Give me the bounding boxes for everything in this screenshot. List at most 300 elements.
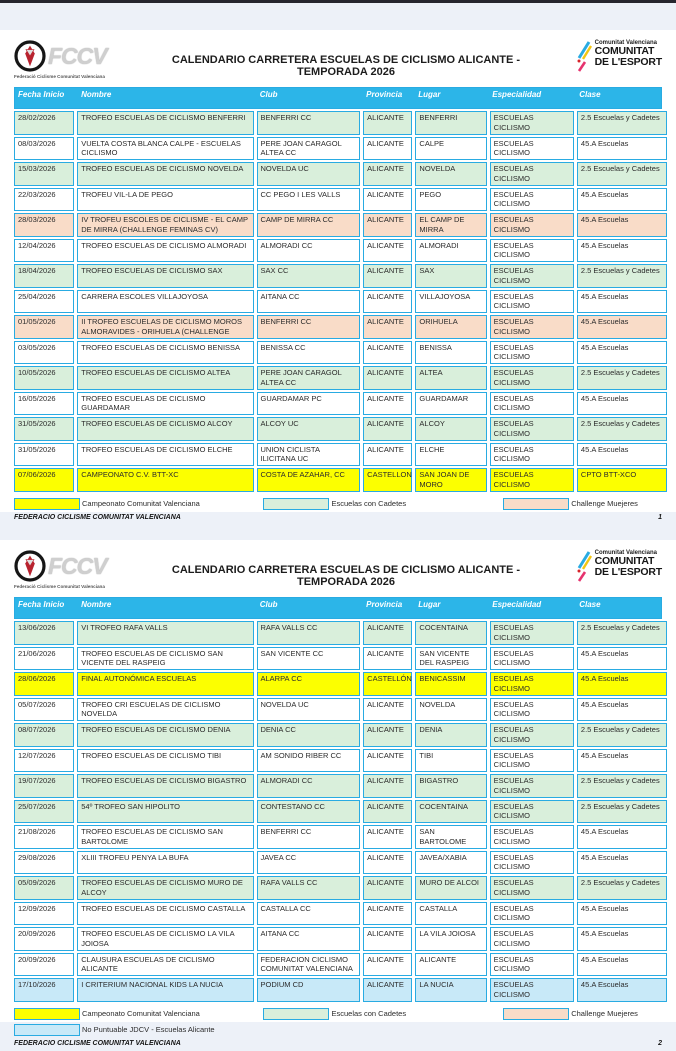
table-cell-clase: 45.A Escuelas [577,137,667,161]
table-row [14,902,662,926]
table-cell-nombre: TROFEO ESCUELAS DE CICLISMO GUARDAMAR [77,392,253,416]
footer-text: FEDERACIO CICLISME COMUNITAT VALENCIANA [14,1039,181,1047]
table-cell-provincia: ALICANTE [363,978,412,1002]
table-cell-nombre: TROFEO ESCUELAS DE CICLISMO ELCHE [77,443,253,467]
table-cell-provincia: CASTELLÓN [363,672,412,696]
table-row [14,953,662,977]
table-cell-especialidad: ESCUELAS CICLISMO [490,749,574,773]
table-cell-club: AM SONIDO RIBER CC [257,749,361,773]
calendar-table [14,597,662,1002]
document-title: CALENDARIO CARRETERA ESCUELAS DE CICLISMO ALICANTE - TEMPORADA 2026 [171,564,521,588]
table-cell-lugar: GUARDAMAR [415,392,486,416]
table-row [14,800,662,824]
table-cell-clase: 45.A Escuelas [577,290,667,314]
table-cell-nombre: TROFEO ESCUELAS DE CICLISMO ALMORADI [77,239,253,263]
table-cell-lugar: COCENTAINA [415,621,486,645]
table-cell-clase: 45.A Escuelas [577,902,667,926]
table-row [14,417,662,441]
table-cell-especialidad: ESCUELAS CICLISMO [490,341,574,365]
table-row [14,978,662,1002]
table-header-row [14,597,662,619]
table-row [14,723,662,747]
table-cell-especialidad: ESCUELAS CICLISMO [490,774,574,798]
table-cell-provincia: ALICANTE [363,621,412,645]
table-cell-fecha-inicio: 31/05/2026 [14,443,74,467]
table-header-row [14,87,662,109]
legend-swatch-green [263,498,329,510]
table-cell-especialidad: ESCUELAS CICLISMO [490,213,574,237]
table-row [14,621,662,645]
legend-label: Campeonato Comunitat Valenciana [82,499,200,508]
table-cell-nombre: CARRERA ESCOLES VILLAJOYOSA [77,290,253,314]
table-cell-clase: 45.A Escuelas [577,825,667,849]
legend-label: Campeonato Comunitat Valenciana [82,1009,200,1018]
table-cell-nombre: TROFEO ESCUELAS DE CICLISMO BIGASTRO [77,774,253,798]
comunitat-valenciana-label: Comunitat Valenciana [594,40,657,46]
legend-label: No Puntuable JDCV - Escuelas Alicante [82,1025,215,1034]
table-cell-nombre: TROFEO ESCUELAS DE CICLISMO DENIA [77,723,253,747]
table-cell-lugar: BIGASTRO [415,774,486,798]
table-cell-club: ALARPA CC [257,672,361,696]
fccv-acronym: FCCV [48,552,107,579]
table-cell-club: AITANA CC [257,290,361,314]
table-cell-club: DENIA CC [257,723,361,747]
table-cell-clase: 45.A Escuelas [577,392,667,416]
table-cell-provincia: ALICANTE [363,341,412,365]
legend-item [14,1024,263,1036]
table-cell-nombre: TROFEO ESCUELAS DE CICLISMO TIBI [77,749,253,773]
table-cell-provincia: ALICANTE [363,315,412,339]
table-cell-club: AITANA CC [257,927,361,951]
table-cell-especialidad: ESCUELAS CICLISMO [490,876,574,900]
table-cell-nombre: TROFEO ESCUELAS DE CICLISMO SAN BARTOLOME [77,825,253,849]
table-cell-fecha-inicio: 25/04/2026 [14,290,74,314]
calendar-table [14,87,662,492]
table-cell-fecha-inicio: 05/09/2026 [14,876,74,900]
table-cell-lugar: SAN BARTOLOME [415,825,486,849]
legend [14,1008,662,1040]
legend-label: Escuelas con Cadetes [331,1009,407,1018]
table-cell-especialidad: ESCUELAS CICLISMO [490,698,574,722]
table-cell-club: NOVELDA UC [257,698,361,722]
table-cell-lugar: TIBI [415,749,486,773]
table-cell-fecha-inicio: 19/07/2026 [14,774,74,798]
table-cell-fecha-inicio: 08/03/2026 [14,137,74,161]
table-cell-fecha-inicio: 07/06/2026 [14,468,74,492]
table-cell-lugar: SAN VICENTE DEL RASPEIG [415,647,486,671]
table-cell-fecha-inicio: 25/07/2026 [14,800,74,824]
table-cell-clase: 45.A Escuelas [577,927,667,951]
table-cell-club: COSTA DE AZAHAR, CC [257,468,361,492]
page-number: 2 [658,1039,662,1047]
table-cell-fecha-inicio: 28/06/2026 [14,672,74,696]
table-cell-nombre: XLIII TROFEU PENYA LA BUFA [77,851,253,875]
table-cell-nombre: TROFEO ESCUELAS DE CICLISMO BENISSA [77,341,253,365]
table-cell-lugar: ALCOY [415,417,486,441]
table-row [14,392,662,416]
table-cell-lugar: ORIHUELA [415,315,486,339]
table-cell-lugar: SAN JOAN DE MORO [415,468,486,492]
table-cell-provincia: ALICANTE [363,927,412,951]
table-cell-nombre: TROFEO ESCUELAS DE CICLISMO SAN VICENTE DEL RASPEIG [77,647,253,671]
table-cell-lugar: EL CAMP DE MIRRA [415,213,486,237]
table-cell-club: JAVEA CC [257,851,361,875]
table-cell-especialidad: ESCUELAS CICLISMO [490,366,574,390]
table-cell-fecha-inicio: 20/09/2026 [14,927,74,951]
table-row [14,341,662,365]
table-cell-provincia: ALICANTE [363,137,412,161]
table-cell-provincia: ALICANTE [363,290,412,314]
table-cell-club: PERE JOAN CARAGOL ALTEA CC [257,366,361,390]
table-cell-club: GUARDAMAR PC [257,392,361,416]
table-cell-clase: 45.A Escuelas [577,978,667,1002]
table-cell-especialidad: ESCUELAS CICLISMO [490,468,574,492]
table-cell-especialidad: ESCUELAS CICLISMO [490,264,574,288]
table-cell-club: CASTALLA CC [257,902,361,926]
legend-swatch-yellow [14,1008,80,1020]
table-cell-nombre: TROFEO CRI ESCUELAS DE CICLISMO NOVELDA [77,698,253,722]
table-cell-clase: 2.5 Escuelas y Cadetes [577,264,667,288]
table-cell-especialidad: ESCUELAS CICLISMO [490,188,574,212]
table-cell-club: BENFERRI CC [257,111,361,135]
table-cell-lugar: SAX [415,264,486,288]
legend-item [503,1008,662,1020]
table-cell-fecha-inicio: 12/07/2026 [14,749,74,773]
table-cell-fecha-inicio: 13/06/2026 [14,621,74,645]
table-cell-provincia: ALICANTE [363,366,412,390]
table-cell-nombre: TROFEO ESCUELAS DE CICLISMO CASTALLA [77,902,253,926]
table-cell-club: SAN VICENTE CC [257,647,361,671]
table-cell-clase: CPTO BTT-XCO [577,468,667,492]
table-cell-provincia: ALICANTE [363,876,412,900]
table-cell-clase: 45.A Escuelas [577,213,667,237]
table-cell-fecha-inicio: 29/08/2026 [14,851,74,875]
table-row [14,290,662,314]
table-cell-lugar: DENIA [415,723,486,747]
column-header-clase: Clase [579,90,601,99]
table-cell-club: RAFA VALLS CC [257,621,361,645]
table-cell-clase: 45.A Escuelas [577,672,667,696]
table-cell-provincia: ALICANTE [363,902,412,926]
table-body [14,619,662,1002]
fccv-acronym: FCCV [48,42,107,69]
footer-text: FEDERACIO CICLISME COMUNITAT VALENCIANA [14,513,181,521]
table-cell-club: FEDERACION CICLISMO COMUNITAT VALENCIANA [257,953,361,977]
table-row [14,825,662,849]
legend-item [263,498,503,510]
table-cell-fecha-inicio: 15/03/2026 [14,162,74,186]
table-row [14,851,662,875]
fccv-emblem-icon [14,550,46,582]
fccv-logo [14,550,142,589]
comunitat-esport-logo [550,40,662,74]
table-cell-clase: 45.A Escuelas [577,443,667,467]
table-cell-fecha-inicio: 21/08/2026 [14,825,74,849]
table-cell-clase: 45.A Escuelas [577,953,667,977]
table-cell-fecha-inicio: 28/02/2026 [14,111,74,135]
table-cell-especialidad: ESCUELAS CICLISMO [490,825,574,849]
table-cell-lugar: ALTEA [415,366,486,390]
legend-swatch-green [263,1008,329,1020]
table-cell-clase: 2.5 Escuelas y Cadetes [577,417,667,441]
legend [14,498,662,514]
table-row [14,876,662,900]
table-cell-especialidad: ESCUELAS CICLISMO [490,851,574,875]
table-cell-provincia: ALICANTE [363,800,412,824]
table-row [14,111,662,135]
table-cell-fecha-inicio: 21/06/2026 [14,647,74,671]
table-cell-lugar: BENISSA [415,341,486,365]
table-row [14,698,662,722]
table-row [14,366,662,390]
table-cell-especialidad: ESCUELAS CICLISMO [490,902,574,926]
table-cell-fecha-inicio: 20/09/2026 [14,953,74,977]
table-cell-clase: 45.A Escuelas [577,851,667,875]
table-cell-fecha-inicio: 05/07/2026 [14,698,74,722]
esport-label: DE L'ESPORT [594,55,662,68]
comunitat-label: COMUNITAT [594,555,655,568]
table-cell-provincia: ALICANTE [363,953,412,977]
table-cell-fecha-inicio: 28/03/2026 [14,213,74,237]
table-cell-fecha-inicio: 12/04/2026 [14,239,74,263]
table-cell-provincia: ALICANTE [363,264,412,288]
table-cell-club: UNION CICLISTA ILICITANA UC [257,443,361,467]
table-cell-fecha-inicio: 22/03/2026 [14,188,74,212]
table-cell-especialidad: ESCUELAS CICLISMO [490,647,574,671]
column-header-nombre: Nombre [81,90,112,99]
legend-item [14,1008,263,1020]
table-row [14,672,662,696]
table-cell-provincia: ALICANTE [363,774,412,798]
document-title: CALENDARIO CARRETERA ESCUELAS DE CICLISMO ALICANTE - TEMPORADA 2026 [171,54,521,78]
table-row [14,927,662,951]
table-cell-club: CAMP DE MIRRA CC [257,213,361,237]
table-cell-club: CC PEGO I LES VALLS [257,188,361,212]
table-cell-especialidad: ESCUELAS CICLISMO [490,417,574,441]
comunitat-valenciana-label: Comunitat Valenciana [594,550,657,556]
table-cell-nombre: IV TROFEU ESCOLES DE CICLISME - EL CAMP DE MIRRA (CHALLENGE FEMINAS CV) [77,213,253,237]
page-gap [0,3,676,30]
table-cell-provincia: ALICANTE [363,723,412,747]
table-cell-fecha-inicio: 01/05/2026 [14,315,74,339]
table-cell-lugar: LA NUCIA [415,978,486,1002]
comunitat-esport-mark-icon [575,550,593,584]
table-cell-clase: 2.5 Escuelas y Cadetes [577,774,667,798]
fccv-emblem-icon [14,40,46,72]
table-cell-club: CONTESTANO CC [257,800,361,824]
table-cell-club: SAX CC [257,264,361,288]
table-cell-especialidad: ESCUELAS CICLISMO [490,137,574,161]
table-row [14,774,662,798]
table-cell-provincia: ALICANTE [363,647,412,671]
table-cell-lugar: CASTALLA [415,902,486,926]
table-cell-fecha-inicio: 03/05/2026 [14,341,74,365]
table-cell-clase: 2.5 Escuelas y Cadetes [577,621,667,645]
table-cell-clase: 45.A Escuelas [577,341,667,365]
table-cell-clase: 2.5 Escuelas y Cadetes [577,162,667,186]
table-cell-especialidad: ESCUELAS CICLISMO [490,672,574,696]
table-cell-fecha-inicio: 31/05/2026 [14,417,74,441]
table-cell-clase: 45.A Escuelas [577,749,667,773]
table-cell-club: ALMORADI CC [257,239,361,263]
table-row [14,264,662,288]
table-cell-provincia: ALICANTE [363,443,412,467]
page-number: 1 [658,513,662,521]
table-cell-lugar: MURO DE ALCOI [415,876,486,900]
table-cell-fecha-inicio: 18/04/2026 [14,264,74,288]
table-cell-lugar: COCENTAINA [415,800,486,824]
table-row [14,137,662,161]
table-cell-especialidad: ESCUELAS CICLISMO [490,315,574,339]
table-cell-nombre: TROFEO ESCUELAS DE CICLISMO ALCOY [77,417,253,441]
table-cell-clase: 2.5 Escuelas y Cadetes [577,723,667,747]
table-cell-provincia: ALICANTE [363,825,412,849]
table-cell-clase: 45.A Escuelas [577,239,667,263]
table-row [14,749,662,773]
column-header-nombre: Nombre [81,600,112,609]
table-cell-provincia: ALICANTE [363,698,412,722]
table-cell-clase: 45.A Escuelas [577,315,667,339]
table-cell-especialidad: ESCUELAS CICLISMO [490,621,574,645]
table-cell-especialidad: ESCUELAS CICLISMO [490,290,574,314]
table-cell-nombre: TROFEO ESCUELAS DE CICLISMO BENFERRI [77,111,253,135]
table-cell-lugar: JAVEA/XABIA [415,851,486,875]
table-cell-provincia: ALICANTE [363,392,412,416]
table-cell-nombre: CAMPEONATO C.V. BTT-XC [77,468,253,492]
legend-label: Challenge Muejeres [571,1009,638,1018]
column-header-provincia: Provincia [366,600,403,609]
table-cell-lugar: ELCHE [415,443,486,467]
table-cell-fecha-inicio: 16/05/2026 [14,392,74,416]
table-cell-provincia: CASTELLON [363,468,412,492]
table-cell-club: PODIUM CD [257,978,361,1002]
document-header [14,40,662,79]
table-cell-clase: 2.5 Escuelas y Cadetes [577,366,667,390]
table-cell-especialidad: ESCUELAS CICLISMO [490,162,574,186]
comunitat-esport-logo [550,550,662,584]
table-cell-fecha-inicio: 10/05/2026 [14,366,74,390]
comunitat-label: COMUNITAT [594,45,655,58]
legend-label: Challenge Muejeres [571,499,638,508]
esport-label: DE L'ESPORT [594,565,662,578]
table-cell-especialidad: ESCUELAS CICLISMO [490,978,574,1002]
fccv-subtitle: Federació Ciclisme Comunitat Valenciana [14,74,105,79]
legend-swatch-yellow [14,498,80,510]
table-cell-lugar: VILLAJOYOSA [415,290,486,314]
column-header-lugar: Lugar [418,90,441,99]
table-cell-club: NOVELDA UC [257,162,361,186]
table-cell-nombre: TROFEO ESCUELAS DE CICLISMO MURO DE ALCOY [77,876,253,900]
column-header-provincia: Provincia [366,90,403,99]
table-row [14,213,662,237]
table-cell-especialidad: ESCUELAS CICLISMO [490,800,574,824]
fccv-subtitle: Federació Ciclisme Comunitat Valenciana [14,584,105,589]
legend-swatch-pink [503,498,569,510]
column-header-club: Club [259,600,278,609]
legend-item [263,1008,503,1020]
table-row [14,315,662,339]
table-cell-nombre: II TROFEO ESCUELAS DE CICLISMO MOROS ALMORAVIDES - ORIHUELA (CHALLENGE [77,315,253,339]
table-cell-club: BENISSA CC [257,341,361,365]
table-cell-clase: 2.5 Escuelas y Cadetes [577,800,667,824]
table-cell-especialidad: ESCUELAS CICLISMO [490,723,574,747]
table-cell-fecha-inicio: 17/10/2026 [14,978,74,1002]
table-cell-lugar: BENICASSIM [415,672,486,696]
table-cell-nombre: TROFEO ESCUELAS DE CICLISMO SAX [77,264,253,288]
table-cell-club: ALCOY UC [257,417,361,441]
table-row [14,468,662,492]
table-cell-especialidad: ESCUELAS CICLISMO [490,239,574,263]
table-row [14,162,662,186]
fccv-logo [14,40,142,79]
table-cell-clase: 2.5 Escuelas y Cadetes [577,876,667,900]
table-cell-clase: 45.A Escuelas [577,698,667,722]
table-cell-provincia: ALICANTE [363,188,412,212]
table-cell-lugar: LA VILA JOIOSA [415,927,486,951]
legend-swatch-pink [503,1008,569,1020]
table-cell-lugar: PEGO [415,188,486,212]
table-cell-especialidad: ESCUELAS CICLISMO [490,111,574,135]
column-header-fecha-inicio: Fecha Inicio [18,90,65,99]
table-cell-nombre: TROFEO ESCUELAS DE CICLISMO NOVELDA [77,162,253,186]
table-cell-especialidad: ESCUELAS CICLISMO [490,927,574,951]
column-header-clase: Clase [579,600,601,609]
table-cell-provincia: ALICANTE [363,851,412,875]
table-cell-nombre: VI TROFEO RAFA VALLS [77,621,253,645]
table-cell-lugar: ALICANTE [415,953,486,977]
table-cell-provincia: ALICANTE [363,213,412,237]
table-cell-nombre: I CRITERIUM NACIONAL KIDS LA NUCIA [77,978,253,1002]
legend-label: Escuelas con Cadetes [331,499,407,508]
table-cell-nombre: FINAL AUTONÓMICA ESCUELAS [77,672,253,696]
table-cell-lugar: NOVELDA [415,162,486,186]
legend-item [14,498,263,510]
table-row [14,647,662,671]
column-header-lugar: Lugar [418,600,441,609]
table-cell-fecha-inicio: 12/09/2026 [14,902,74,926]
document-footer [14,514,662,525]
table-cell-nombre: TROFEO ESCUELAS DE CICLISMO ALTEA [77,366,253,390]
page-2 [0,540,676,1047]
legend-swatch-blue [14,1024,80,1036]
table-cell-especialidad: ESCUELAS CICLISMO [490,953,574,977]
document-header [14,550,662,589]
column-header-fecha-inicio: Fecha Inicio [18,600,65,609]
legend-item [503,498,662,510]
column-header-especialidad: Especialidad [492,600,542,609]
table-cell-club: PERE JOAN CARAGOL ALTEA CC [257,137,361,161]
table-cell-lugar: ALMORADI [415,239,486,263]
table-cell-provincia: ALICANTE [363,111,412,135]
table-cell-clase: 2.5 Escuelas y Cadetes [577,111,667,135]
table-cell-nombre: TROFEU VIL-LA DE PEGO [77,188,253,212]
table-cell-club: BENFERRI CC [257,315,361,339]
column-header-club: Club [259,90,278,99]
table-cell-club: BENFERRI CC [257,825,361,849]
table-cell-lugar: CALPE [415,137,486,161]
table-cell-especialidad: ESCUELAS CICLISMO [490,443,574,467]
page-1 [0,30,676,521]
table-cell-lugar: BENFERRI [415,111,486,135]
table-cell-nombre: 54º TROFEO SAN HIPOLITO [77,800,253,824]
document-footer [14,1040,662,1051]
table-cell-provincia: ALICANTE [363,417,412,441]
table-cell-lugar: NOVELDA [415,698,486,722]
column-header-especialidad: Especialidad [492,90,542,99]
table-row [14,239,662,263]
table-cell-fecha-inicio: 08/07/2026 [14,723,74,747]
table-cell-provincia: ALICANTE [363,239,412,263]
